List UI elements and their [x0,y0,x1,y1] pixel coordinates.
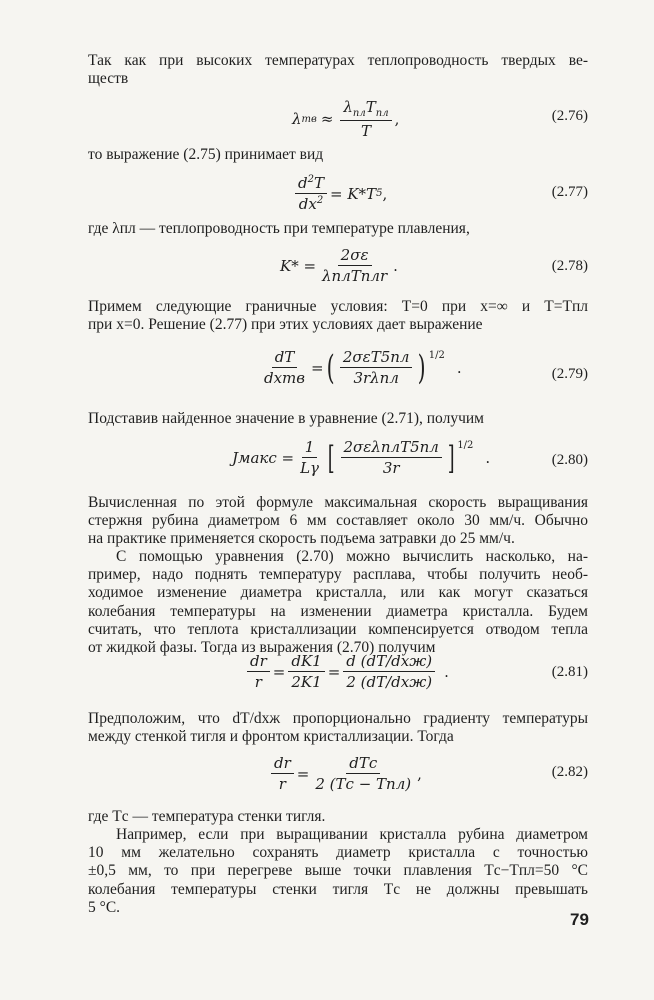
equation-number: (2.79) [551,366,588,382]
equation-number: (2.81) [551,664,588,680]
paragraph-7: С помощью уравнения (2.70) можно вычислить насколько, на- пример, надо поднять температуру расплава, чтобы получить необ- ходимое изменение диаметра кристалла, или как могут сказаться колебания температуры на изменении диаметра кристалла. Будем считать, что теплота кристаллизации компенсируется отводом тепла от жидкой фазы. Тогда из выражения (2.70) получим [88,548,588,657]
page-number: 79 [570,910,589,929]
paragraph-intro: Так как при высоких температурах теплопроводность твердых ве- ществ [88,52,588,88]
paragraph-10: Например, если при выращивании кристалла рубина диаметром 10 мм желательно сохранять диаметр кристалла с точностью ±0,5 мм, то при перегреве выше точки плавления Tс−Tпл=50 °C колебания температуры стенки тигля Tс не должны превышать 5 °C. [88,826,588,916]
equation-number: (2.77) [551,184,588,200]
paragraph-2: то выражение (2.75) принимает вид [88,146,324,163]
equation-2-79: $\frac{dT}{\text{dxтв}}$ = ( $\frac{\text{2σεT5пл}}{\text{3rλпл}}$ ) 1/2 . (2.79) [264,347,588,388]
equation-2-82: $\frac{dr}{r}$ = $\frac{\text{dTс}}{\text{2 (Tс − Tпл)}}$ , (2.82) [0,752,654,802]
equation-number: (2.78) [551,258,588,274]
paragraph-8: Предположим, что dT/dxж пропорционально градиенту температуры между стенкой тигля и фронтом кристаллизации. Тогда [88,710,588,746]
equation-2-78: K* = $\frac{2\sigma\varepsilon}{\text{λплTплr}}$ . (2.78) [280,246,588,285]
equation-number: (2.80) [551,452,588,468]
paragraph-5: Подставив найденное значение в уравнение (2.71), получим [88,410,484,427]
paragraph-4: Примем следующие граничные условия: T=0 при x=∞ и T=Tпл при x=0. Решение (2.77) при этих условиях дает выражение [88,298,588,334]
paragraph-3: где λпл — теплопроводность при температуре плавления, [88,220,470,237]
paragraph-9: где Tс — температура стенки тигля. [88,808,326,825]
equation-number: (2.76) [551,108,588,124]
equation-2-76: λ тв ≈ $\frac{\lambda_{пл}T_{пл}}{T}$ , (2.76) [292,98,588,140]
equation-2-80: Jмакс = $\frac{1}{L\gamma}$ [ $\frac{\text{2σελплT5пл}}{3r}$ ] 1/2 . (2.80) [232,438,588,477]
paragraph-6: Вычисленная по этой формуле максимальная скорость выращивания стержня рубина диаметром 6 мм составляет около 30 мм/ч. Обычно на практике применяется скорость подъема затравки до 25 мм/ч. [88,494,588,548]
equation-number: (2.82) [551,764,588,780]
equation-2-81: $\frac{dr}{r}$ = $\frac{dK1}{2K1}$ = $\frac{\text{d (dT/dxж)}}{\text{2 (dT/dxж)}}$ . (2.81) [0,650,654,700]
equation-2-77: $\frac{d^2T}{dx^2}$ = K*T 5 , (2.77) [0,172,654,216]
